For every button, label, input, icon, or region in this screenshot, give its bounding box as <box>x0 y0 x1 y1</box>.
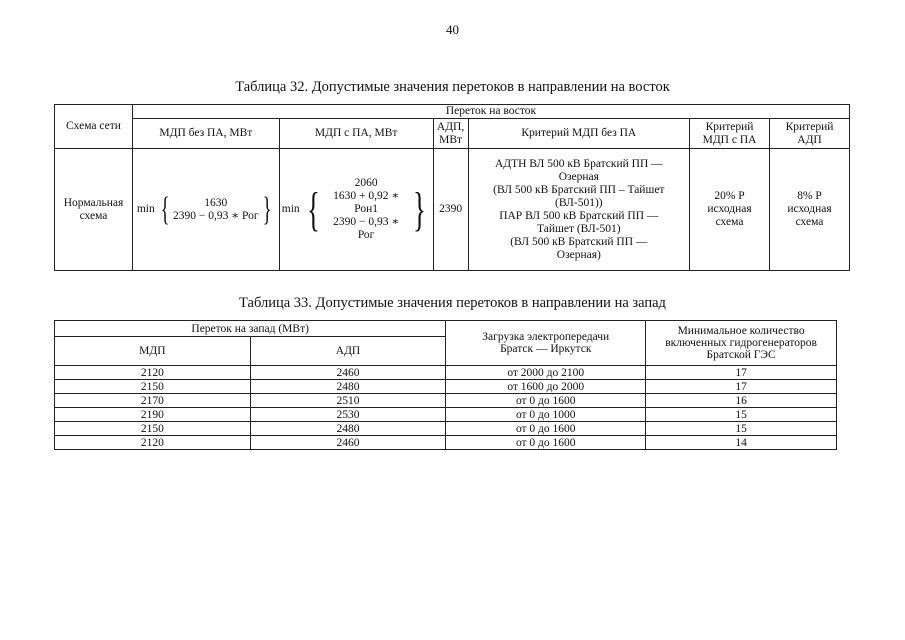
formula-line: 2060 <box>354 177 378 189</box>
table-row <box>55 394 837 408</box>
cell-load: от 0 до 1600 <box>446 394 646 408</box>
cell-mdp: 2170 <box>55 394 251 408</box>
table-row <box>55 422 837 436</box>
formula-line: 2390 − 0,93 ∗ Рог <box>333 216 400 241</box>
header-east-flow: Переток на восток <box>132 105 849 119</box>
criterion-line: ПАР ВЛ 500 кВ Братский ПП — <box>499 209 659 222</box>
table-32 <box>54 104 850 271</box>
header-mdp-pa: МДП с ПА, МВт <box>279 119 433 149</box>
min-operator: min <box>281 203 300 215</box>
cell-crit-mdp-no-pa <box>468 149 690 271</box>
header-mdp-no-pa: МДП без ПА, МВт <box>132 119 279 149</box>
table-33-body <box>55 366 837 450</box>
header-crit-mdp-no-pa: Критерий МДП без ПА <box>468 119 690 149</box>
cell-load: от 1600 до 2000 <box>446 380 646 394</box>
cell-gen: 16 <box>646 394 837 408</box>
table-row <box>55 408 837 422</box>
criterion-line: Тайшет (ВЛ-501) <box>536 222 621 235</box>
table-33 <box>54 320 837 450</box>
criterion-line: (ВЛ 500 кВ Братский ПП – Тайшет <box>493 183 665 196</box>
cell-load: от 0 до 1600 <box>446 422 646 436</box>
header-adp: АДП <box>250 337 446 366</box>
cell-adp: 2480 <box>250 422 446 436</box>
table-row <box>55 436 837 450</box>
cell-mdp-pa-formula <box>279 149 433 271</box>
criterion-line: Озерная <box>558 170 599 183</box>
cell-gen: 17 <box>646 380 837 394</box>
table-row <box>55 366 837 380</box>
cell-adp: 2530 <box>250 408 446 422</box>
criterion-line: Озерная) <box>556 248 601 261</box>
cell-load: от 0 до 1600 <box>446 436 646 450</box>
header-mdp: МДП <box>55 337 251 366</box>
header-min-generators: Минимальное количество включенных гидрогенераторов Братской ГЭС <box>646 321 837 366</box>
cell-load: от 2000 до 2100 <box>446 366 646 380</box>
cell-mdp: 2190 <box>55 408 251 422</box>
cell-mdp: 2150 <box>55 380 251 394</box>
min-operator: min <box>136 203 155 215</box>
cell-adp: 2510 <box>250 394 446 408</box>
header-west-flow: Переток на запад (МВт) <box>55 321 446 337</box>
header-load: Загрузка электропередачи Братск — Иркутск <box>446 321 646 366</box>
page-number: 40 <box>446 22 459 37</box>
cell-gen: 14 <box>646 436 837 450</box>
cell-adp: 2460 <box>250 366 446 380</box>
criterion-line: (ВЛ 500 кВ Братский ПП — <box>510 235 648 248</box>
cell-mdp: 2150 <box>55 422 251 436</box>
cell-adp: 2460 <box>250 436 446 450</box>
right-brace: } <box>412 182 426 236</box>
formula-line: 1630 <box>204 196 228 209</box>
header-crit-adp: Критерий АДП <box>770 119 850 149</box>
header-adp: АДП, МВт <box>433 119 468 149</box>
table-32-caption: Таблица 32. Допустимые значения перетоков в направлении на восток <box>235 79 670 95</box>
criterion-line: АДТН ВЛ 500 кВ Братский ПП — <box>494 157 663 170</box>
cell-gen: 17 <box>646 366 837 380</box>
cell-load: от 0 до 1000 <box>446 408 646 422</box>
cell-scheme: Нормальная схема <box>55 149 133 271</box>
formula-line: 2390 − 0,93 ∗ Рог <box>173 209 259 222</box>
left-brace: { <box>306 182 320 236</box>
cell-gen: 15 <box>646 422 837 436</box>
table-row <box>55 149 850 271</box>
cell-mdp: 2120 <box>55 366 251 380</box>
header-scheme: Схема сети <box>55 105 133 149</box>
right-brace: } <box>262 190 272 228</box>
header-crit-mdp-pa: Критерий МДП с ПА <box>690 119 770 149</box>
cell-gen: 15 <box>646 408 837 422</box>
formula-line: 1630 + 0,92 ∗ Рон1 <box>333 190 400 215</box>
cell-crit-adp: 8% Р исходная схема <box>770 149 850 271</box>
cell-adp: 2480 <box>250 380 446 394</box>
cell-mdp-no-pa-formula <box>132 149 279 271</box>
cell-mdp: 2120 <box>55 436 251 450</box>
cell-adp: 2390 <box>433 149 468 271</box>
left-brace: { <box>160 190 170 228</box>
criterion-line: (ВЛ-501)) <box>555 196 603 209</box>
cell-crit-mdp-pa: 20% Р исходная схема <box>690 149 770 271</box>
table-33-caption: Таблица 33. Допустимые значения перетоков в направлении на запад <box>239 295 666 311</box>
table-row <box>55 380 837 394</box>
